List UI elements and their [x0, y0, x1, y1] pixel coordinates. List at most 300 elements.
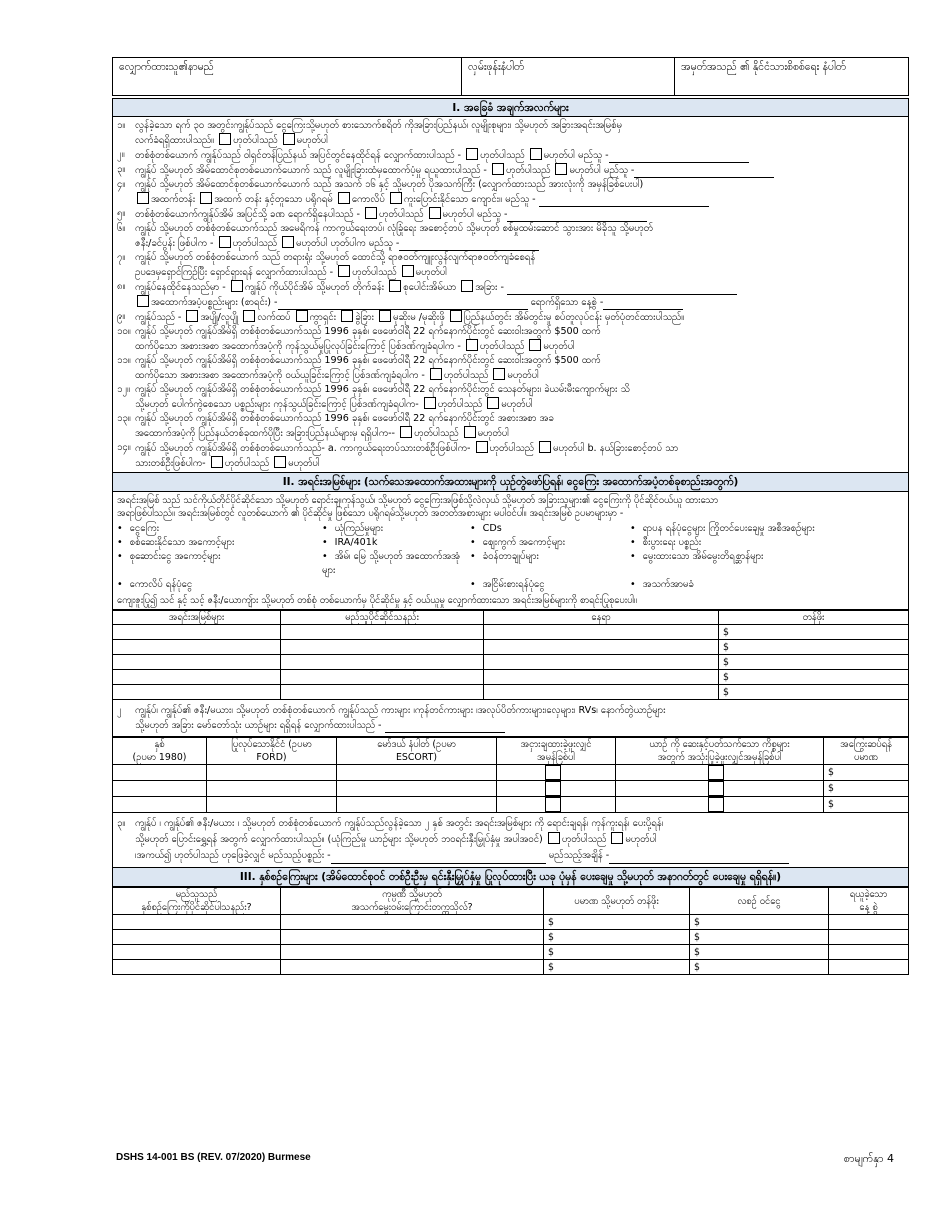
- option-checkbox[interactable]: [186, 310, 198, 322]
- question-text: ကျွန်ုပ် သို့မဟုတ် ကျွန်ုပ်အိမ်ရှိ တစ်စုံတစ်ယောက်သည် 1996 ခုနှစ်၊ ဖေဖော်ဝါရီ 22 ရက်နောက်ပိုင်းတွင် အစားအစာ အခ: [135, 413, 554, 424]
- asset-example: • အငြိမ်းစားရန်ပုံငွေ: [470, 578, 630, 592]
- vehicle-checkbox[interactable]: [708, 797, 724, 812]
- vehicle-cell[interactable]: [113, 765, 207, 781]
- vehicle-cell[interactable]: [207, 797, 337, 813]
- question-text-2: အထောက်အပံ့ပစ္စည်းများ (စာရင်း) -: [151, 297, 278, 308]
- dollar-sign: $: [723, 686, 729, 698]
- applicant-name-field[interactable]: လျှောက်ထားသူ၏နာမည်: [113, 58, 462, 96]
- yes-label: ဟုတ်ပါသည်: [505, 165, 551, 176]
- question-line2: [135, 456, 904, 471]
- question-text-b: b. နယ်ခြားစောင့်တပ် သာ: [587, 443, 679, 454]
- question-9: [113, 310, 908, 325]
- annuity-row: [113, 915, 909, 930]
- annuity-cell[interactable]: [113, 915, 281, 930]
- asset-cell[interactable]: [113, 625, 281, 640]
- question-text: တစ်စုံတစ်ယောက်ကျွန်ုပ်အိမ် အပြင်သို့ ခဏ ရောက်ရှိနေပါသည် -: [135, 209, 360, 220]
- no-checkbox[interactable]: [402, 265, 414, 277]
- vehicle-cell[interactable]: [113, 797, 207, 813]
- asset-cell[interactable]: [484, 625, 719, 640]
- transfer-question-text: သို့မဟုတ် ပြောင်းရွှေ့ရန် အတွက် လျှောက်ထားပါသည်။ (ယုံကြည်မှု ယာဉ်များ သို့မဟုတ် ဘဝရင်းနှီးမြှုပ်နှံမှု အပါအဝင်): [135, 834, 543, 845]
- option-checkbox[interactable]: [200, 192, 212, 204]
- dollar-sign: $: [548, 946, 554, 958]
- yes-label: ဟုတ်ပါသည်: [479, 341, 525, 352]
- question-line2: [135, 397, 904, 412]
- tail-label: ဟုတ်ပါက မည်သူ -: [330, 238, 400, 249]
- asset-row: [113, 685, 909, 700]
- question-text: ကျွန်ုပ် သို့မဟုတ် တစ်စုံတစ်ယောက် သည် တရားရုံး သို့မဟုတ် ထောင်သို့ ရာဇဝတ်ကျူးလွန်လျက်ရာဇဝတ်ကျခံစေရန်: [135, 252, 536, 263]
- other-field[interactable]: [507, 284, 737, 295]
- no-label: မဟုတ်ပါ: [296, 135, 328, 146]
- assets-intro-line1: အရင်းအမြစ် သည် သင်ကိုယ်တိုင်ပိုင်ဆိုင်သော သို့မဟုတ် ရောင်းချ၊ကုန်သွယ်၊ သို့မဟုတ် ငွေကြေးအဖြစ်သို့လဲလှယ် သို့မဟုတ် အခြားသူများ၏ ငွေကြေးကို ပိုင်ဆိုင်ဝယ်ယူ ထားသော: [117, 495, 719, 506]
- veh-header-text: အတွက် အသုံးပြုခဲ့ဖူးလျှင်အမှန်ခြစ်ပါ: [657, 752, 782, 763]
- question-text: တစ်စုံတစ်ယောက် ကျွန်ုပ်သည် ဝါရှင်တန်ပြည်နယ် အပြင်တွင်နေထိုင်ရန် လျှောက်ထားပါသည် -: [135, 150, 462, 161]
- dollar-sign: $: [694, 916, 700, 928]
- question-1: [113, 119, 908, 148]
- yes-label: ဟုတ်ပါသည်: [352, 267, 397, 278]
- vehicle-cell[interactable]: [113, 781, 207, 797]
- no-checkbox[interactable]: [530, 148, 542, 160]
- question-text-2: သို့မဟုတ် ပေါက်ကွဲစေသော ပစ္စည်းများ ကုန်သွယ်ခြင်းကြောင့် ပြစ်ဒဏ်ကျခံရပါက-: [135, 399, 419, 410]
- annuity-cell[interactable]: [690, 945, 829, 960]
- ann-col-owner: [113, 888, 281, 915]
- ann-col-value: [544, 888, 690, 915]
- option-checkbox[interactable]: [296, 310, 308, 322]
- asset-cell[interactable]: [113, 655, 281, 670]
- question-7: [113, 251, 908, 280]
- option-label: ကောလိပ်: [351, 194, 385, 205]
- option-label: အပျို/လူပျို: [200, 312, 239, 323]
- yes-checkbox[interactable]: [219, 236, 231, 248]
- page-footer: [116, 1152, 894, 1168]
- asset-cell[interactable]: [719, 625, 909, 640]
- annuity-row: [113, 960, 909, 975]
- ann-header-text: ရယူခဲ့သော: [849, 889, 888, 900]
- yes-label: ဟုတ်ပါသည်: [232, 238, 277, 249]
- assets-note: ကျေးဇူးပြု၍ သင် နှင့် သင့် ဇနီး/ယောကျ်ား သို့မဟုတ် တစ်စုံ တစ်ယောက်မှ ပိုင်ဆိုင်မှု နှင့် ဝယ်ယူမှု လျှောက်ထားသော အရင်းအမြစ်များကို စာရင်းပြုစုပေးပါ။: [117, 595, 637, 606]
- question-number: ၂။: [117, 149, 125, 160]
- veh-header-text: FORD): [256, 752, 287, 763]
- question-number: ၇။: [117, 252, 126, 263]
- option-label: ခွဲခြား: [355, 312, 374, 323]
- option-label: ကျွန်ုပ် ကိုယ်ပိုင်အိမ် သို့မဟုတ် တိုက်ခန်း: [244, 282, 385, 293]
- veh-col-leased: [497, 738, 616, 765]
- no-label: မဟုတ်ပါ: [507, 370, 539, 381]
- asset-cell[interactable]: [113, 670, 281, 685]
- no-checkbox[interactable]: [539, 441, 551, 453]
- vehicle-question-text: သို့မဟုတ် အခြား မော်တော်သုံး ယာဉ်များ ရရှိရန် လျှောက်ထားပါသည် -: [135, 720, 382, 731]
- ann-header-text: လစဉ် ဝင်ငွေ: [737, 895, 781, 907]
- question-line1: [135, 222, 904, 236]
- question-text: ကျွန်ုပ် သို့မဟုတ် ကျွန်ုပ်အိမ်ရှိ တစ်စုံတစ်ယောက်သည် 1996 ခုနှစ်၊ ဖေဖော်ဝါရီ 22 ရက်နောက်ပိုင်းတွင် သေနတ်များ၊ ခဲယမ်းမီးကျောက်များ သိ: [135, 384, 630, 395]
- question-4: [113, 178, 908, 207]
- veh-header-text: ပမာဏ: [853, 752, 878, 763]
- annuity-cell[interactable]: [113, 960, 281, 975]
- yes-checkbox[interactable]: [219, 133, 231, 145]
- question-text: လွန်ခဲ့သော ရက် ၃၀ အတွင်းကျွန်ုပ်သည် ငွေကြေးသို့မဟုတ် စားသောက်စရိတ် ကိုအခြားပြည်နယ်၊ လူမျိုးစုများ၊ သို့မဟုတ် အခြားအရင်းအမြစ်မှ: [135, 120, 623, 131]
- option-checkbox[interactable]: [338, 192, 350, 204]
- yes-label: ဟုတ်ပါသည်: [233, 135, 278, 146]
- veh-header-text: အမှန်ခြစ်ပါ: [537, 752, 575, 763]
- transfer-item-field[interactable]: [331, 853, 546, 864]
- question-line1: [135, 163, 904, 178]
- question-13: [113, 412, 908, 441]
- ann-col-monthly: [690, 888, 829, 915]
- question-number: ၁၁။: [117, 355, 131, 366]
- transfer-no-label: မဟုတ်ပါ: [625, 834, 657, 845]
- option-label: အခြား -: [475, 282, 504, 293]
- annuity-cell[interactable]: [690, 930, 829, 945]
- vehicle-row: [113, 781, 909, 797]
- annuity-cell[interactable]: [829, 915, 909, 930]
- annuity-cell[interactable]: [690, 915, 829, 930]
- option-checkbox[interactable]: [341, 310, 353, 322]
- transfer-yes-checkbox[interactable]: [548, 832, 560, 844]
- yes-checkbox[interactable]: [424, 397, 436, 409]
- vehicle-checkbox[interactable]: [545, 797, 561, 812]
- veh-header-text: မော်ဒယ် နံပါတ် (ဥပမာ: [377, 739, 456, 750]
- vehicle-checkbox[interactable]: [708, 781, 724, 796]
- annuity-cell[interactable]: [829, 930, 909, 945]
- transfer-no-checkbox[interactable]: [611, 832, 623, 844]
- date-field[interactable]: [603, 299, 683, 310]
- question-line2: [135, 192, 904, 207]
- no-label: မဟုတ်ပါ: [553, 443, 585, 454]
- annuity-cell[interactable]: [829, 960, 909, 975]
- vehicle-cell[interactable]: [337, 797, 497, 813]
- assets-col-location: နေရာ: [484, 611, 719, 625]
- assets-intro: [113, 492, 908, 522]
- veh-header-text: ESCORT): [395, 752, 437, 763]
- yes-checkbox[interactable]: [466, 148, 478, 160]
- question-11: [113, 354, 908, 383]
- question-text-2: ဥပဒေမှရှောင်ကြဉ်ပြီး ရှောင်ရှားရန် လျှောက်ထားပါသည် -: [135, 267, 334, 278]
- yes-checkbox[interactable]: [400, 426, 412, 438]
- annuity-cell[interactable]: [281, 945, 544, 960]
- no-label: မဟုတ်ပါ: [288, 458, 320, 469]
- asset-cell[interactable]: [719, 670, 909, 685]
- question-number: ၃။: [117, 164, 126, 175]
- transfer-question-number: ၃။: [117, 818, 126, 829]
- question-number: ၁၄။: [117, 442, 131, 453]
- question-number: ၉။: [117, 311, 126, 322]
- veh-col-owed: [824, 738, 909, 765]
- annuity-cell[interactable]: [544, 960, 690, 975]
- question-line1: [135, 178, 904, 192]
- no-checkbox[interactable]: [493, 368, 505, 380]
- question-line1: [135, 119, 904, 133]
- no-checkbox[interactable]: [464, 426, 476, 438]
- transfer-date-label: မည်သည့်အချိန် -: [548, 850, 610, 861]
- section2-assets: [112, 492, 909, 610]
- transfer-date-field[interactable]: [609, 853, 789, 864]
- tail-label: မည်သူ -: [603, 165, 635, 176]
- no-label: မဟုတ်ပါ: [415, 267, 447, 278]
- tail-label: မည်သူ -: [476, 209, 508, 220]
- annuity-cell[interactable]: [281, 960, 544, 975]
- vehicle-cell[interactable]: [616, 797, 824, 813]
- yes-checkbox[interactable]: [338, 265, 350, 277]
- answer-field[interactable]: [609, 152, 749, 163]
- asset-example: • အိမ်၊ မြေ သို့မဟုတ် အထောက်အအုံများ: [322, 550, 470, 578]
- dollar-sign: $: [694, 961, 700, 973]
- asset-examples: [113, 522, 908, 592]
- question-number: ၆။: [117, 223, 126, 234]
- option-label: အထက် တန်း နှင့်တူသော ပရိုဂရမ်: [214, 194, 333, 205]
- question-number: ၁၃။: [117, 413, 131, 424]
- question-8: [113, 280, 908, 310]
- asset-example: • စုဆောင်းငွေ အကောင့်များ: [117, 550, 322, 578]
- facilities-checkbox[interactable]: [137, 295, 149, 307]
- annuity-cell[interactable]: [281, 930, 544, 945]
- question-number: ၁။: [117, 120, 126, 131]
- vehicle-cell[interactable]: [616, 781, 824, 797]
- annuity-cell[interactable]: [113, 930, 281, 945]
- who-field[interactable]: [539, 196, 709, 207]
- annuity-row: [113, 945, 909, 960]
- vehicle-row: [113, 765, 909, 781]
- question-text-2: အထောက်အပံ့ကို ပြည်နယ်တစ်ခုထက်ပိုပြီး အခြားပြည်နယ်များမှ ရရှိပါက--: [135, 428, 396, 439]
- question-text: ကျွန်ုပ် သို့မဟုတ် တစ်စုံတစ်ယောက်သည် အမေရိကန် ကာကွယ်ရေးတပ်၊ လုံခြုံရေး အစောင့်တပ် သို့မဟုတ် စစ်မှုထမ်းဆောင် သွားအား မိခိုသူ သို့မဟုတ်: [135, 223, 653, 234]
- no-checkbox[interactable]: [487, 397, 499, 409]
- assets-col-owner: မည်သူပိုင်ဆိုင်သနည်း: [281, 611, 484, 625]
- asset-cell[interactable]: [719, 640, 909, 655]
- dollar-sign: $: [828, 767, 834, 778]
- dollar-sign: $: [723, 656, 729, 668]
- veh-col-medical: [616, 738, 824, 765]
- no-checkbox[interactable]: [555, 163, 567, 175]
- question-line2: [135, 265, 904, 280]
- question-line2: [135, 236, 904, 251]
- id-number-field[interactable]: အမှတ်အသည် ၏ နိုင်ငံသားစိစစ်ရေး နံပါတ်: [675, 58, 909, 96]
- asset-row: [113, 655, 909, 670]
- vehicle-cell[interactable]: [824, 765, 909, 781]
- transfer-question: [112, 813, 909, 868]
- dollar-sign: $: [548, 931, 554, 943]
- no-checkbox[interactable]: [529, 339, 541, 351]
- option-checkbox[interactable]: [461, 280, 473, 292]
- transfer-question-line1: ကျွန်ုပ် ၊ ကျွန်ုပ်၏ ဇနီး/မယား ၊ သို့မဟုတ် တစ်စုံတစ်ယောက် ကျွန်ုပ်သည်လွန်ခဲ့သော ၂ နှစ် အတွင်း အရင်းအမြစ်များ ကို ရောင်းချရန်၊ ကုန်ကူးရန်၊ ပေးပို့ရန်၊: [135, 818, 664, 829]
- vehicle-cell[interactable]: [824, 797, 909, 813]
- form-page: [112, 57, 909, 975]
- answer-field[interactable]: [399, 240, 539, 251]
- option-checkbox[interactable]: [450, 310, 462, 322]
- asset-cell[interactable]: [484, 670, 719, 685]
- annuity-cell[interactable]: [281, 915, 544, 930]
- annuity-cell[interactable]: [113, 945, 281, 960]
- asset-cell[interactable]: [719, 655, 909, 670]
- question-line1: [135, 412, 904, 426]
- ann-header-text: နေ့ စွဲ: [859, 902, 878, 913]
- ann-col-date: [829, 888, 909, 915]
- question-text: ကျွန်ုပ်နေထိုင်နေသည်မှာ -: [135, 282, 226, 293]
- question-text-2: သားတစ်ဦးဖြစ်ပါက-: [135, 458, 206, 469]
- option-label: ပြည်နယ်တွင်း အိမ်တွင်းမှု စပ်တူလုပ်ငန်း မှတ်ပုံတင်ထားပါသည်။: [463, 312, 685, 323]
- asset-example: • CDs: [470, 522, 630, 536]
- asset-cell[interactable]: [484, 655, 719, 670]
- yes-checkbox[interactable]: [430, 368, 442, 380]
- vehicle-cell[interactable]: [824, 781, 909, 797]
- ann-header-text: ပမာဏ သို့မဟုတ် တန်ဖိုး: [574, 895, 659, 907]
- vehicle-cell[interactable]: [337, 781, 497, 797]
- asset-example: • ယုံကြည်မှုများ: [322, 522, 470, 536]
- vehicle-cell[interactable]: [616, 765, 824, 781]
- asset-cell[interactable]: [113, 685, 281, 700]
- question-number: ၄။: [117, 179, 126, 190]
- no-label: မဟုတ်ပါ: [442, 209, 474, 220]
- veh-header-text: ယာဉ် ကို ဆေးနှင့်ပတ်သက်သော ကိစ္စများ: [649, 739, 790, 750]
- yes-checkbox[interactable]: [492, 163, 504, 175]
- asset-example: • ရာပန ရန်ပုံငွေများ ကြိုတင်ပေးချေမှု အစီအစဉ်များ: [630, 522, 900, 536]
- no-label: မဟုတ်ပါ: [543, 341, 575, 352]
- vehicle-cell[interactable]: [497, 797, 616, 813]
- asset-row: [113, 670, 909, 685]
- asset-cell[interactable]: [281, 685, 484, 700]
- asset-example: • စစ်ဆေးနိုင်သော အကောင့်များ: [117, 536, 322, 550]
- vehicle-cell[interactable]: [207, 765, 337, 781]
- yes-checkbox[interactable]: [211, 456, 223, 468]
- section3-title: III. နှစ်စဉ်ကြေးများ (အိမ်ထောင်စုဝင် တစ်ဦးဦးမှ ရင်းနှီးမြှုပ်နှံမှု ပြုလုပ်ထားပြီး ယခု ပုံမှန် ပေးချေမှု သို့မဟုတ် အနာဂတ်တွင် ပေးချေမှု ရရှိရန်။): [112, 868, 909, 887]
- annuity-cell[interactable]: [544, 945, 690, 960]
- question-text: ကျွန်ုပ် သို့မဟုတ် ကျွန်ုပ်အိမ်ရှိ တစ်စုံတစ်ယောက်သည် 1996 ခုနှစ်၊ ဖေဖော်ဝါရီ 22 ရက်နောက်ပိုင်းတွင် ဆေးဝါးအတွက် $500 ထက်: [135, 326, 601, 337]
- no-checkbox[interactable]: [274, 456, 286, 468]
- veh-col-year: [113, 738, 207, 765]
- asset-cell[interactable]: [484, 640, 719, 655]
- question-line1: [135, 383, 904, 397]
- vehicle-cell[interactable]: [207, 781, 337, 797]
- yes-label: ဟုတ်ပါသည်: [480, 150, 525, 161]
- asset-row: [113, 625, 909, 640]
- veh-header-text: အကြွေးဆပ်ရန်: [840, 739, 892, 750]
- dollar-sign: $: [828, 783, 834, 794]
- assets-intro-line2: အရာဖြစ်ပါသည်။ အရင်းအမြစ်တွင် လူတစ်ယောက် ၏ ပိုင်ဆိုင်မှု ဖြစ်သော ပရိုဂရမ်သို့မဟုတ် အတတ်အစားများ မပါဝင်ပါ။ အရင်းအမြစ် ဥပမာများမှာ -: [117, 508, 624, 519]
- question-line1: [135, 354, 904, 368]
- question-text: ကျွန်ုပ်သည် -: [135, 312, 182, 323]
- asset-cell[interactable]: [281, 670, 484, 685]
- section2-title: II. အရင်းအမြစ်များ (သက်သေအထောက်အထားများကို ယှဉ်တွဲဖော်ပြရန်၊ ငွေကြေး အထောက်အပံ့တစ်ခုစာည်းအတွက်): [112, 473, 909, 492]
- option-label: စုပေါင်းအိမ်ယာ: [403, 282, 457, 293]
- veh-header-text: (ဥပမာ 1980): [132, 752, 187, 763]
- yes-label: ဟုတ်ပါသည်: [437, 399, 483, 410]
- vehicle-checkbox[interactable]: [545, 781, 561, 796]
- option-checkbox[interactable]: [137, 192, 149, 204]
- question-line2: [135, 295, 904, 310]
- veh-col-make: [207, 738, 337, 765]
- answer-field[interactable]: [507, 211, 647, 222]
- assets-col-resource: အရင်းအမြစ်များ: [113, 611, 281, 625]
- asset-example: • ငွေကြေး: [117, 522, 322, 536]
- option-checkbox[interactable]: [389, 280, 401, 292]
- question-number: ၈။: [117, 281, 126, 292]
- no-label: မဟုတ်ပါ: [569, 165, 601, 176]
- asset-example: • စီးပွားရေး ပစ္စည်း: [630, 536, 900, 550]
- asset-cell[interactable]: [281, 640, 484, 655]
- no-checkbox[interactable]: [282, 236, 294, 248]
- asset-cell[interactable]: [113, 640, 281, 655]
- option-label: လက်ထပ်: [257, 312, 291, 323]
- vehicle-answer-line[interactable]: [385, 722, 505, 733]
- no-label: မဟုတ်ပါ: [501, 399, 533, 410]
- veh-col-model: [337, 738, 497, 765]
- annuity-cell[interactable]: [544, 930, 690, 945]
- no-checkbox[interactable]: [429, 207, 441, 219]
- question-text-2: ဇနီး/ခင်ပွန်း ဖြစ်ပါက -: [135, 238, 214, 249]
- section1-title: I. အခြေခံ အချက်အလက်များ: [112, 98, 909, 117]
- vehicle-cell[interactable]: [497, 765, 616, 781]
- page-number: စာမျက်နှာ 4: [843, 1152, 894, 1165]
- transfer-item-label: ၊အကယ်၍ ဟုတ်ပါသည် ဟုဖြေခဲ့လျှင် မည်သည့်ပစ္စည်း -: [135, 850, 331, 861]
- assets-table: [112, 610, 909, 700]
- vehicle-checkbox[interactable]: [545, 765, 561, 780]
- asset-cell[interactable]: [281, 655, 484, 670]
- question-line1: [135, 441, 904, 456]
- ann-header-text: မည်သူသည်: [175, 889, 218, 900]
- question-line1: [135, 148, 904, 163]
- option-checkbox[interactable]: [243, 310, 255, 322]
- vehicle-checkbox[interactable]: [708, 765, 724, 780]
- yes-checkbox[interactable]: [476, 441, 488, 453]
- asset-cell[interactable]: [281, 625, 484, 640]
- question-number: ၁၂။: [117, 384, 131, 395]
- asset-row: [113, 640, 909, 655]
- asset-cell[interactable]: [719, 685, 909, 700]
- phone-field[interactable]: လှမ်းဖုန်းနံပါတ်: [462, 58, 675, 96]
- tail-label: မည်သူ -: [577, 150, 609, 161]
- dollar-sign: $: [548, 961, 554, 973]
- vehicle-cell[interactable]: [337, 765, 497, 781]
- veh-header-text: ပြုလုပ်သောနိုင်ငံ (ဥပမာ: [231, 739, 312, 750]
- annuity-cell[interactable]: [690, 960, 829, 975]
- facilities-field[interactable]: [278, 299, 528, 310]
- vehicle-row: [113, 797, 909, 813]
- question-line2: [135, 339, 904, 354]
- asset-example: • အသက်အာမခံ: [630, 578, 900, 592]
- vehicle-cell[interactable]: [497, 781, 616, 797]
- question-line1: [135, 280, 904, 295]
- asset-example: • ခံဝန်တာချုပ်များ: [470, 550, 630, 578]
- date-label: ရောက်ရှိသော နေ့စွဲ -: [530, 297, 604, 308]
- question-text-2: လက်ခံရရှိထားပါသည်။: [135, 135, 215, 146]
- option-label: ကူးပြောင်းနိုင်သော ကျောင်း။ မည်သူ -: [403, 194, 536, 205]
- dollar-sign: $: [723, 671, 729, 683]
- vehicle-question: [112, 700, 909, 737]
- question-text: ကျွန်ုပ် သို့မဟုတ် ကျွန်ုပ်အိမ်ရှိ တစ်စုံတစ်ယောက်သည် 1996 ခုနှစ်၊ ဖေဖော်ဝါရီ 22 ရက်နောက်ပိုင်းတွင် ဆေးဝါးအတွက် $500 ထက်: [135, 355, 601, 366]
- question-2: [113, 148, 908, 163]
- section1-questions: [112, 117, 909, 473]
- option-checkbox[interactable]: [390, 192, 402, 204]
- question-5: [113, 207, 908, 222]
- ann-header-text: ကုမ္ပဏီ သို့မဟုတ်: [382, 889, 442, 900]
- yes-checkbox[interactable]: [466, 339, 478, 351]
- dollar-sign: $: [694, 946, 700, 958]
- annuity-cell[interactable]: [544, 915, 690, 930]
- asset-cell[interactable]: [484, 685, 719, 700]
- option-checkbox[interactable]: [231, 280, 243, 292]
- no-checkbox[interactable]: [283, 133, 295, 145]
- option-checkbox[interactable]: [379, 310, 391, 322]
- annuity-cell[interactable]: [829, 945, 909, 960]
- question-line1: [135, 310, 904, 325]
- applicant-header: [112, 57, 909, 96]
- no-label: မဟုတ်ပါ: [477, 428, 509, 439]
- yes-label: ဟုတ်ပါသည်: [443, 370, 489, 381]
- dollar-sign: $: [828, 799, 834, 810]
- yes-checkbox[interactable]: [365, 207, 377, 219]
- question-text: ကျွန်ုပ် သို့မဟုတ် ကျွန်ုပ်အိမ်ရှိ တစ်စုံတစ်ယောက်သည်- a. ကာကွယ်ရေးတပ်သားတစ်ဦးဖြစ်ပါက-: [135, 443, 471, 454]
- veh-header-text: နှစ်: [154, 739, 165, 750]
- yes-label: ဟုတ်ပါသည်: [414, 428, 459, 439]
- transfer-question-line2: [135, 832, 904, 848]
- answer-field[interactable]: [634, 167, 774, 178]
